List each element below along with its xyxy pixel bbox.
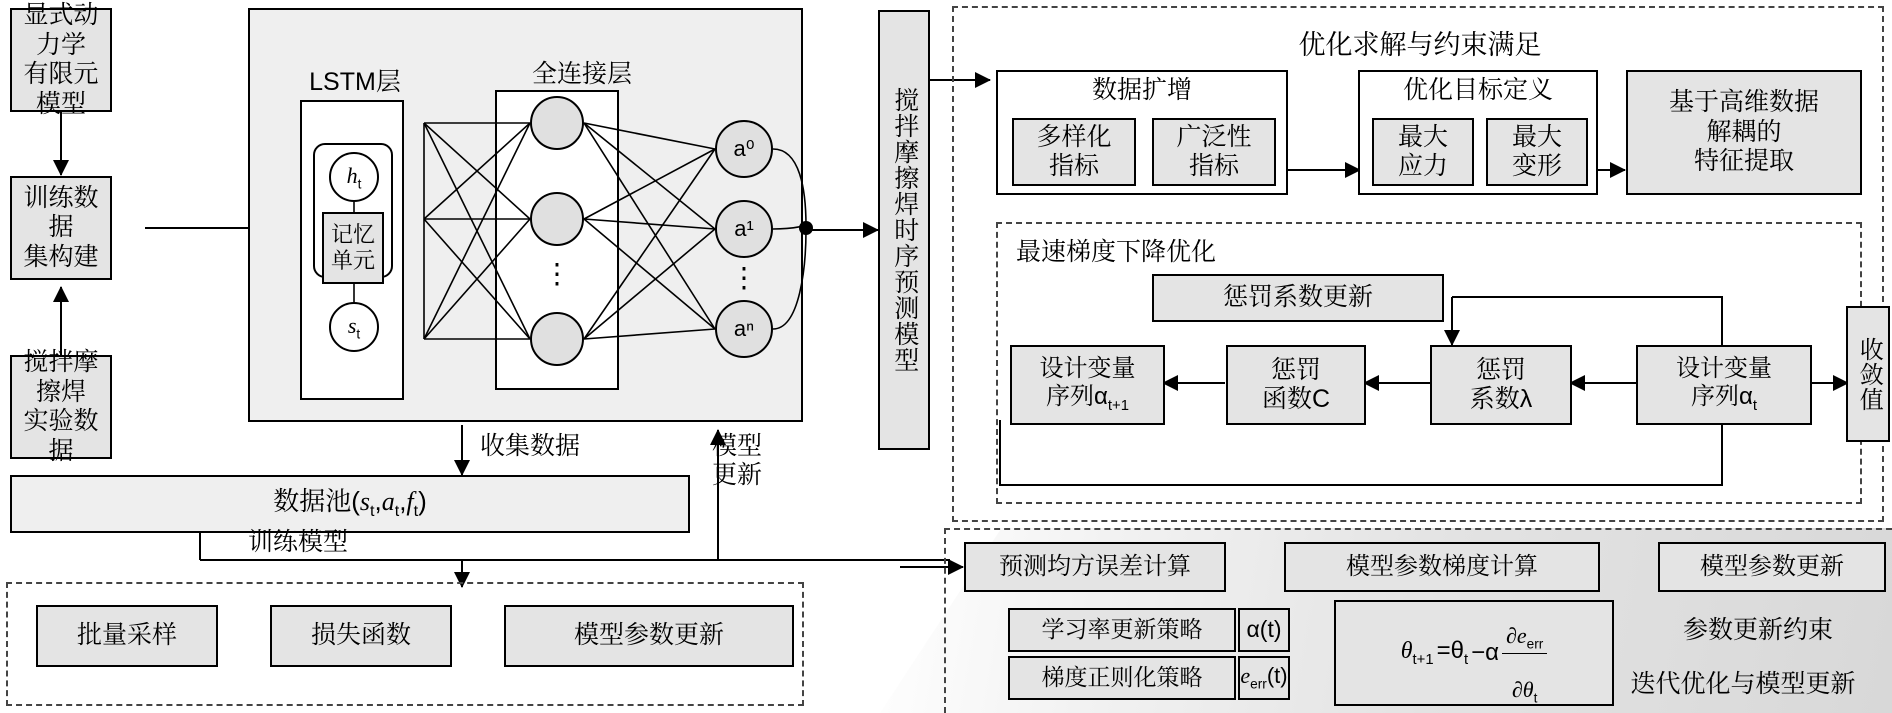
generality-metric-box: 广泛性 指标 bbox=[1152, 118, 1276, 186]
penalty-update-box: 惩罚系数更新 bbox=[1152, 274, 1444, 322]
output-node-n: aⁿ bbox=[715, 300, 773, 358]
optimization-title: 优化求解与约束满足 bbox=[1298, 30, 1542, 60]
penalty-function-box: 惩罚 函数C bbox=[1226, 345, 1366, 425]
grad-reg-symbol-box bbox=[1238, 656, 1290, 700]
update-formula-box bbox=[1334, 600, 1614, 706]
grad-reg-strategy-box: 梯度正则化策略 bbox=[1008, 656, 1236, 700]
design-var-next-sub: t+1 bbox=[1107, 397, 1129, 414]
lstm-memory-cell: 记忆 单元 bbox=[322, 212, 384, 284]
max-stress-box: 最大 应力 bbox=[1372, 118, 1474, 186]
objective-definition-title: 优化目标定义 bbox=[1402, 76, 1553, 104]
fc-node-2 bbox=[530, 192, 584, 246]
formula-num-sub: err bbox=[1526, 636, 1544, 652]
output-node-1: a¹ bbox=[715, 200, 773, 258]
collect-data-label: 收集数据 bbox=[480, 432, 581, 460]
experiment-data-box: 搅拌摩擦焊 实验数据 bbox=[10, 355, 112, 459]
formula-theta-sub: t+1 bbox=[1412, 651, 1434, 668]
formula-den: ∂θ bbox=[1511, 676, 1534, 702]
mse-calculation-box: 预测均方误差计算 bbox=[964, 542, 1226, 592]
fsw-model-box: 搅拌摩擦焊时序预测模型 bbox=[878, 10, 930, 450]
h-symbol: h bbox=[346, 162, 358, 188]
data-pool-box: 数据池$(s_t,a_t,f_t)$ bbox=[10, 475, 690, 533]
design-var-next-label: 设计变量 序列α bbox=[1039, 354, 1136, 410]
fc-node-1 bbox=[530, 96, 584, 150]
penalty-coefficient-box: 惩罚 系数λ bbox=[1430, 345, 1572, 425]
formula-den-sub: t bbox=[1533, 689, 1538, 705]
model-param-update-box: 模型参数更新 bbox=[504, 605, 794, 667]
max-deformation-box: 最大 变形 bbox=[1486, 118, 1588, 186]
design-var-sub: t bbox=[1752, 397, 1757, 414]
loss-function-box: 损失函数 bbox=[270, 605, 452, 667]
lstm-layer-label: LSTM层 bbox=[309, 68, 401, 96]
design-var-box bbox=[1636, 345, 1812, 425]
output-node-0: a⁰ bbox=[715, 120, 773, 178]
feature-extraction-box: 基于高维数据 解耦的 特征提取 bbox=[1626, 70, 1862, 195]
lr-symbol-box: α(t) bbox=[1238, 608, 1290, 652]
formula-eq-theta: =θ bbox=[1436, 636, 1464, 664]
fc-layer-label: 全连接层 bbox=[531, 60, 632, 88]
fem-model-box: 显式动力学 有限元模型 bbox=[10, 8, 112, 112]
output-node-ellipsis: ⋮ bbox=[730, 262, 758, 293]
convergence-value-box: 收敛值 bbox=[1846, 306, 1890, 442]
grad-reg-symbol: e bbox=[1240, 663, 1251, 689]
lstm-hidden-state: $h_t$ bbox=[329, 152, 379, 202]
formula-eq-theta-sub: t bbox=[1463, 651, 1469, 668]
diversity-metric-box: 多样化 指标 bbox=[1012, 118, 1136, 186]
gradient-calculation-box: 模型参数梯度计算 bbox=[1284, 542, 1600, 592]
grad-reg-symbol-tail: (t) bbox=[1266, 663, 1288, 689]
param-update-box: 模型参数更新 bbox=[1658, 542, 1886, 592]
train-model-label: 训练模型 bbox=[248, 528, 349, 556]
s-symbol: s bbox=[347, 312, 357, 338]
fc-node-ellipsis: ⋮ bbox=[543, 258, 571, 289]
formula-num: ∂e bbox=[1506, 622, 1527, 648]
dataset-build-box: 训练数据 集构建 bbox=[10, 176, 112, 280]
design-var-label: 设计变量 序列α bbox=[1676, 354, 1772, 410]
param-constraint-label: 参数更新约束 bbox=[1682, 616, 1833, 644]
lstm-state-input: $s_t$ bbox=[329, 302, 379, 352]
data-augmentation-title: 数据扩增 bbox=[1091, 76, 1192, 104]
model-update-label: 模型 更新 bbox=[712, 432, 763, 489]
grad-reg-symbol-sub: err bbox=[1250, 676, 1267, 692]
formula-minus-alpha: −α bbox=[1471, 638, 1499, 666]
iteration-title: 迭代优化与模型更新 bbox=[1630, 670, 1856, 698]
gradient-descent-title: 最速梯度下降优化 bbox=[1016, 238, 1217, 266]
design-var-next-box bbox=[1010, 345, 1165, 425]
lr-strategy-box: 学习率更新策略 bbox=[1008, 608, 1236, 652]
formula-theta: θ bbox=[1400, 637, 1413, 664]
fc-node-3 bbox=[530, 312, 584, 366]
batch-sampling-box: 批量采样 bbox=[36, 605, 218, 667]
